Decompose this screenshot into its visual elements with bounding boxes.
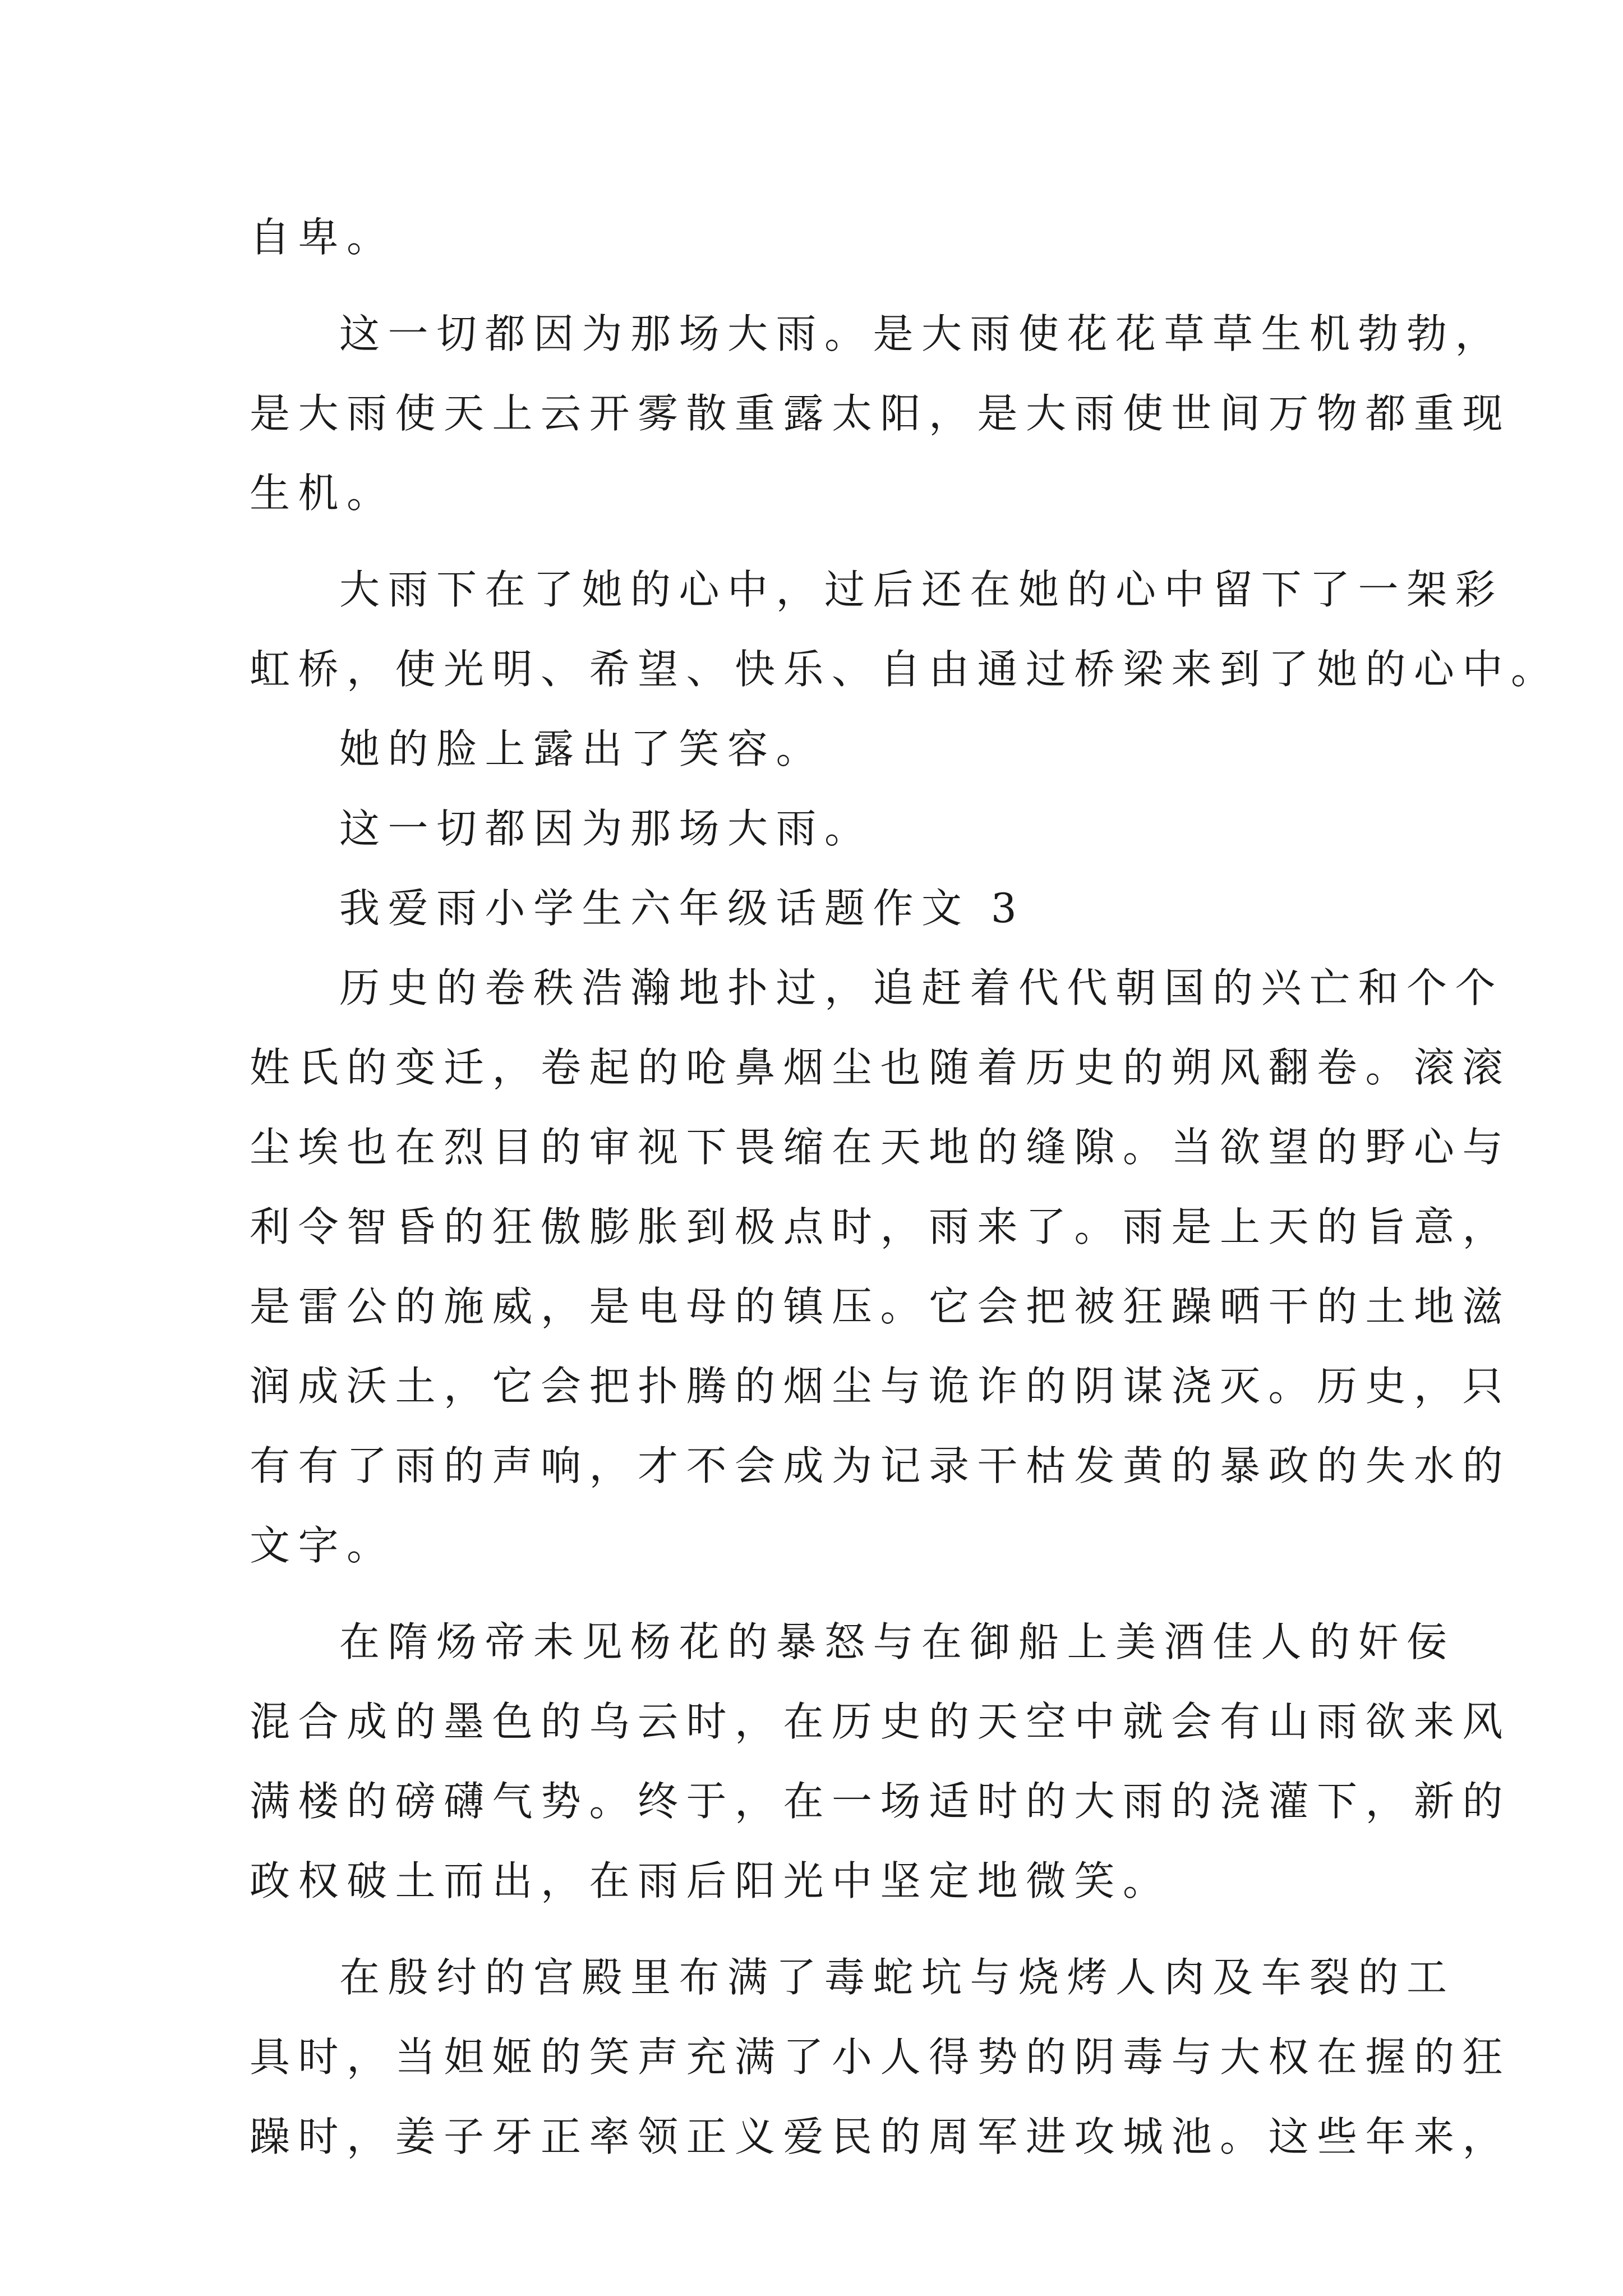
text-line: 有有了雨的声响，才不会成为记录干枯发黄的暴政的失水的 bbox=[250, 1442, 1511, 1489]
text-line: 是雷公的施威，是电母的镇压。它会把被狂躁晒干的土地滋 bbox=[250, 1283, 1511, 1330]
text-line: 自卑。 bbox=[250, 214, 395, 261]
paragraph bbox=[250, 550, 1560, 709]
text-line: 虹桥，使光明、希望、快乐、自由通过桥梁来到了她的心中。 bbox=[250, 646, 1560, 693]
paragraph bbox=[250, 294, 1511, 533]
text-line: 躁时，姜子牙正率领正义爱民的周军进攻城池。这些年来， bbox=[250, 2113, 1511, 2160]
paragraph bbox=[250, 789, 1382, 868]
text-line: 在隋炀帝未见杨花的暴怒与在御船上美酒佳人的奸佞 bbox=[339, 1618, 1455, 1665]
heading-line: 我爱雨小学生六年级话题作文 3 bbox=[339, 885, 1025, 932]
text-line: 润成沃土，它会把扑腾的烟尘与诡诈的阴谋浇灭。历史，只 bbox=[250, 1363, 1511, 1410]
text-line: 这一切都因为那场大雨。 bbox=[339, 805, 873, 852]
paragraph bbox=[250, 709, 1382, 789]
text-line: 历史的卷秩浩瀚地扑过，追赶着代代朝国的兴亡和个个 bbox=[339, 964, 1504, 1011]
paragraph bbox=[250, 948, 1511, 1585]
text-line: 在殷纣的宫殿里布满了毒蛇坑与烧烤人肉及车裂的工 bbox=[339, 1954, 1455, 2001]
document-body bbox=[250, 197, 1560, 2177]
text-line: 政权破土而出，在雨后阳光中坚定地微笑。 bbox=[250, 1857, 1172, 1904]
text-line: 具时，当妲姬的笑声充满了小人得势的阴毒与大权在握的狂 bbox=[250, 2033, 1511, 2081]
text-line: 利令智昏的狂傲膨胀到极点时，雨来了。雨是上天的旨意， bbox=[250, 1203, 1511, 1250]
paragraph bbox=[250, 197, 1382, 277]
paragraph bbox=[250, 1938, 1511, 2177]
text-line: 满楼的磅礴气势。终于，在一场适时的大雨的浇灌下，新的 bbox=[250, 1778, 1511, 1825]
text-line: 这一切都因为那场大雨。是大雨使花花草草生机勃勃， bbox=[339, 310, 1504, 357]
text-line: 姓氏的变迁，卷起的呛鼻烟尘也随着历史的朔风翻卷。滚滚 bbox=[250, 1044, 1511, 1091]
section-heading bbox=[250, 868, 1382, 948]
paragraph bbox=[250, 1602, 1511, 1921]
text-line: 文字。 bbox=[250, 1522, 395, 1569]
text-line: 是大雨使天上云开雾散重露太阳，是大雨使世间万物都重现 bbox=[250, 390, 1511, 437]
text-line: 她的脸上露出了笑容。 bbox=[339, 725, 825, 772]
text-line: 尘埃也在烈目的审视下畏缩在天地的缝隙。当欲望的野心与 bbox=[250, 1124, 1511, 1171]
text-line: 混合成的墨色的乌云时，在历史的天空中就会有山雨欲来风 bbox=[250, 1698, 1511, 1745]
text-line: 大雨下在了她的心中，过后还在她的心中留下了一架彩 bbox=[339, 566, 1504, 613]
text-line: 生机。 bbox=[250, 470, 395, 517]
